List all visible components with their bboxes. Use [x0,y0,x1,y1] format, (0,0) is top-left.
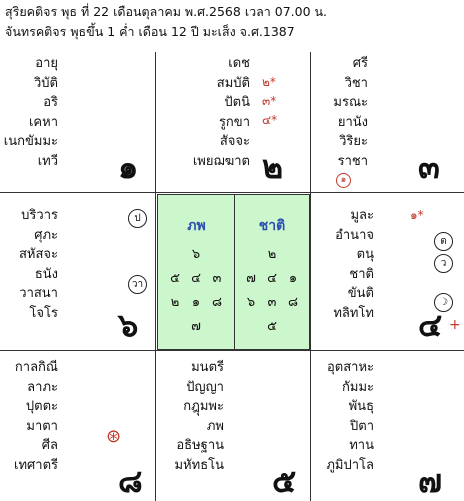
house-name: ปิตา [350,418,374,434]
house-name: กัมมะ [342,379,374,395]
center-box-chat [234,194,310,350]
center-number: ๕ [170,271,180,286]
house-number: ๕ [272,462,297,500]
house-4-names [312,206,374,323]
house-name: อุตสาหะ [326,360,374,375]
house-number: ๑ [118,148,139,186]
house-3-names [312,54,368,171]
planet-mark: ๑* [410,208,424,222]
house-name: รูกขา [218,114,250,130]
house-name: กาลกิณี [14,360,58,375]
house-name: วาสนา [19,286,58,301]
house-name: ภพ [206,418,224,434]
center-number: ๒ [170,295,180,310]
house-1-names [0,54,58,171]
plus-mark: + [449,317,461,333]
house-2-names [160,54,250,171]
house-name: เคหา [28,114,58,130]
center-number: ๓ [212,271,222,286]
house-name: ขันติ [347,286,374,301]
center-number: ๗ [246,271,256,286]
house-6-names [0,206,58,323]
house-5-names [160,358,224,475]
house-name: สัจจะ [219,134,250,149]
house-number: ๗ [418,462,443,500]
center-number: ๘ [211,295,223,310]
center-number: ๓ [267,295,277,310]
center-box-phop [157,194,236,350]
center-number: ๑ [191,295,201,310]
center-number: ๔ [191,271,201,286]
house-name: อริ [43,95,58,110]
house-number: ๘ [118,462,143,500]
circled-planet-mark: ป [128,209,147,228]
planet-mark: ๔* [262,113,278,127]
grid-line [310,52,311,501]
planet-mark: ๒* [262,75,276,89]
grid-line [155,52,156,501]
moon-icon: ☽ [434,293,453,312]
house-name: ราชา [337,153,368,169]
house-name: มาตา [26,418,58,434]
house-name: อำนาจ [335,227,374,243]
house-8-names [0,358,58,475]
house-name: สหัสจะ [18,247,58,262]
house-number: ๒ [262,148,284,186]
house-name: ปัญญา [186,379,224,395]
house-number: ๓ [418,148,440,186]
house-name: มูละ [350,208,374,223]
house-name: ยานัง [337,114,368,130]
house-name: อธิษฐาน [176,438,224,453]
house-name: เพยฌฆาต [192,153,250,169]
house-name: กฎุมพะ [183,399,224,414]
house-number: ๔ [418,306,443,344]
house-name: ชาติ [349,266,374,282]
house-name: ศรี [352,56,368,71]
center-number: ๖ [191,247,201,262]
house-name: มนตรี [191,360,224,375]
house-name: ธนัง [34,266,58,282]
center-number: ๒ [267,247,277,262]
house-name: มรณะ [333,95,368,110]
center-number: ๕ [267,319,277,334]
house-7-names [312,358,374,475]
center-number: ๑ [288,271,298,286]
house-name: วิริยะ [339,134,368,149]
house-name: พันธุ [348,399,374,414]
house-name: ลาภะ [27,379,58,395]
house-name: เทวี [37,153,58,169]
planet-mark: ๓* [262,94,277,108]
house-name: ภูมิปาโล [326,457,374,473]
house-name: วิบัติ [34,75,58,91]
house-name: เดช [228,56,250,71]
circled-planet-mark: ๑ [336,173,351,188]
header-solar-date: สุริยคติจร พุธ ที่ 22 เดือนตุลาคม พ.ศ.2568 เวลา 07.00 น. [5,4,328,19]
header-lunar-date: จันทรคติจร พุธขึ้น 1 ค่ำ เดือน 12 ปี มะเส็ง จ.ศ.1387 [5,24,295,39]
house-name: ทาน [349,438,374,453]
house-name: ศุภะ [34,227,58,243]
center-number: ๗ [191,319,201,334]
house-name: บริวาร [21,208,58,223]
circled-planet-mark: ต [434,232,453,251]
house-name: วิชา [344,75,368,91]
house-name: ปุตตะ [25,399,58,414]
house-name: ตนุ [356,247,374,262]
house-number: ๖ [118,306,139,344]
grid-line [0,350,464,351]
center-number: ๘ [287,295,299,310]
circled-planet-mark: ว [434,254,453,273]
house-name: ศีล [41,438,58,453]
house-name: สมบัติ [216,75,250,91]
center-number: ๔ [267,271,277,286]
center-number: ๖ [246,295,256,310]
house-name: โจโร [29,305,58,321]
house-name: ปัตนิ [224,95,250,110]
house-name: มหัทธโน [174,457,224,473]
circled-planet-mark: วา [128,275,147,294]
grid-line [0,192,464,193]
center-box-title: ภพ [187,218,206,234]
house-name: เทศาตรี [14,457,58,473]
horoscope-grid [0,46,464,501]
center-box-title: ชาติ [258,218,286,234]
house-name: ทลิทโท [333,305,374,321]
house-name: เนกขัมมะ [3,134,58,149]
house-name: อายุ [35,56,58,71]
circled-star-icon: ⊛ [106,426,122,447]
